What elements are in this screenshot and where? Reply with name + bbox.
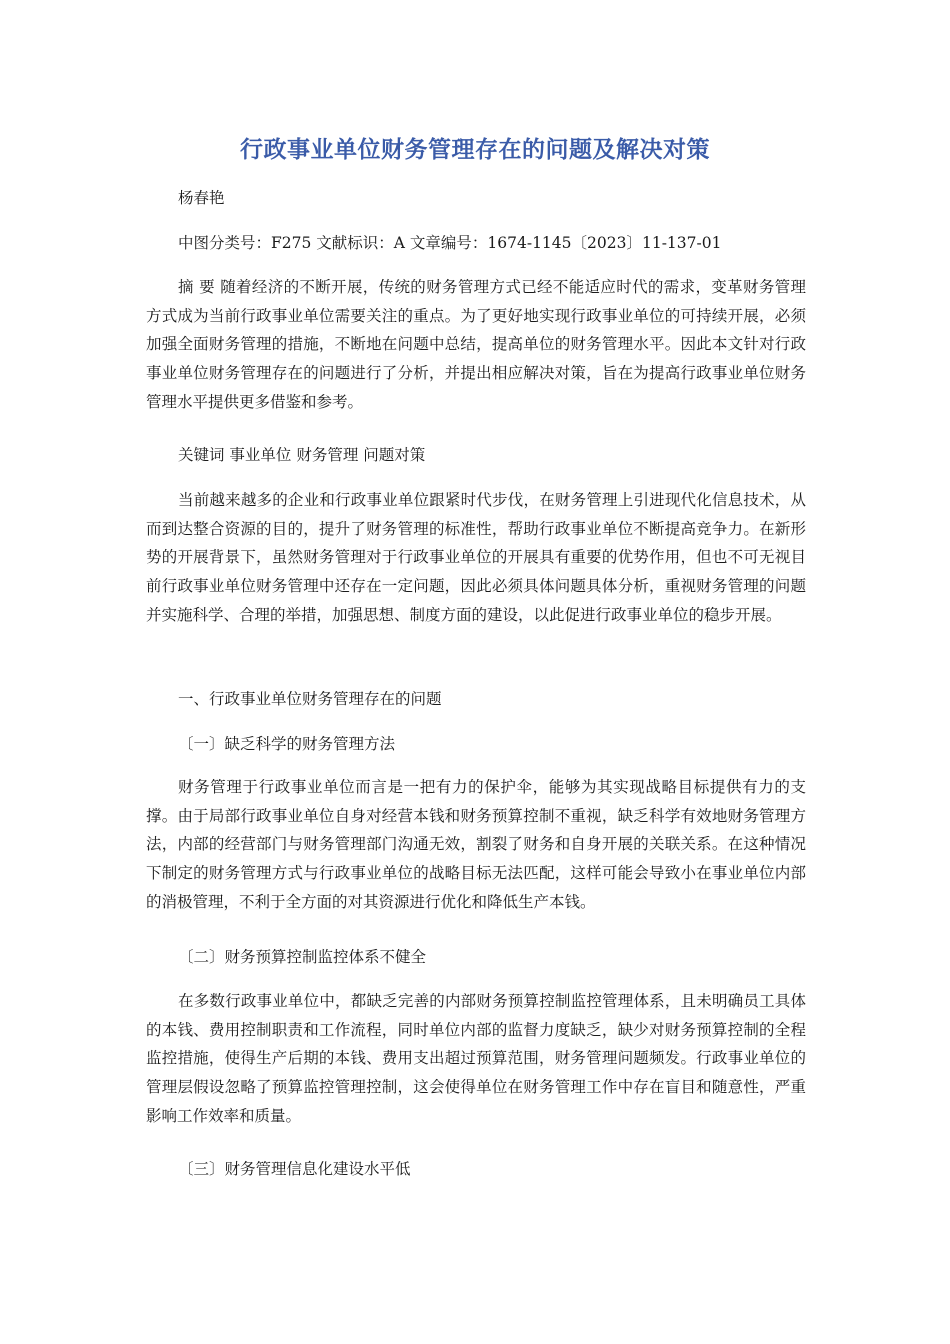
subsection-2-paragraph: 在多数行政事业单位中，都缺乏完善的内部财务预算控制监控管理体系，且未明确员工具体的本钱、费用控制职责和工作流程，同时单位内部的监督力度缺乏，缺少对财务预算控制的全程监控措施，使得生产后期的本钱、费用支出超过预算范围，财务管理问题频发。行政事业单位的管理层假设忽略了预算监控管理控制，这会使得单位在财务管理工作中存在盲目和随意性，严重影响工作效率和质量。	[146, 992, 806, 1125]
classification-line: 中图分类号：F275 文献标识：A 文章编号：1674-1145〔2023〕11-137-01	[178, 234, 722, 252]
section-heading-1: 一、行政事业单位财务管理存在的问题	[178, 690, 442, 708]
abstract-paragraph: 摘 要 随着经济的不断开展，传统的财务管理方式已经不能适应时代的需求，变革财务管理方式成为当前行政事业单位需要关注的重点。为了更好地实现行政事业单位的可持续开展，必须加强全面财务管理的措施，不断地在问题中总结，提高单位的财务管理水平。因此本文针对行政事业单位财务管理存在的问题进行了分析，并提出相应解决对策，旨在为提高行政事业单位财务管理水平提供更多借鉴和参考。	[146, 278, 806, 411]
author-name: 杨春艳	[178, 189, 225, 207]
paper-title: 行政事业单位财务管理存在的问题及解决对策	[240, 137, 710, 163]
subsection-heading-3: 〔三〕财务管理信息化建设水平低	[178, 1160, 411, 1178]
subsection-1-paragraph: 财务管理于行政事业单位而言是一把有力的保护伞，能够为其实现战略目标提供有力的支撑。由于局部行政事业单位自身对经营本钱和财务预算控制不重视，缺乏科学有效地财务管理方法，内部的经营部门与财务管理部门沟通无效，割裂了财务和自身开展的关联关系。在这种情况下制定的财务管理方式与行政事业单位的战略目标无法匹配，这样可能会导致小在事业单位内部的消极管理，不利于全方面的对其资源进行优化和降低生产本钱。	[146, 778, 806, 911]
subsection-heading-1: 〔一〕缺乏科学的财务管理方法	[178, 735, 396, 753]
subsection-heading-2: 〔二〕财务预算控制监控体系不健全	[178, 948, 427, 966]
intro-paragraph: 当前越来越多的企业和行政事业单位跟紧时代步伐，在财务管理上引进现代化信息技术，从而到达整合资源的目的，提升了财务管理的标准性，帮助行政事业单位不断提高竞争力。在新形势的开展背景下，虽然财务管理对于行政事业单位的开展具有重要的优势作用，但也不可无视目前行政事业单位财务管理中还存在一定问题，因此必须具体问题具体分析，重视财务管理的问题并实施科学、合理的举措，加强思想、制度方面的建设，以此促进行政事业单位的稳步开展。	[146, 491, 806, 624]
keywords-line: 关键词 事业单位 财务管理 问题对策	[178, 446, 426, 464]
